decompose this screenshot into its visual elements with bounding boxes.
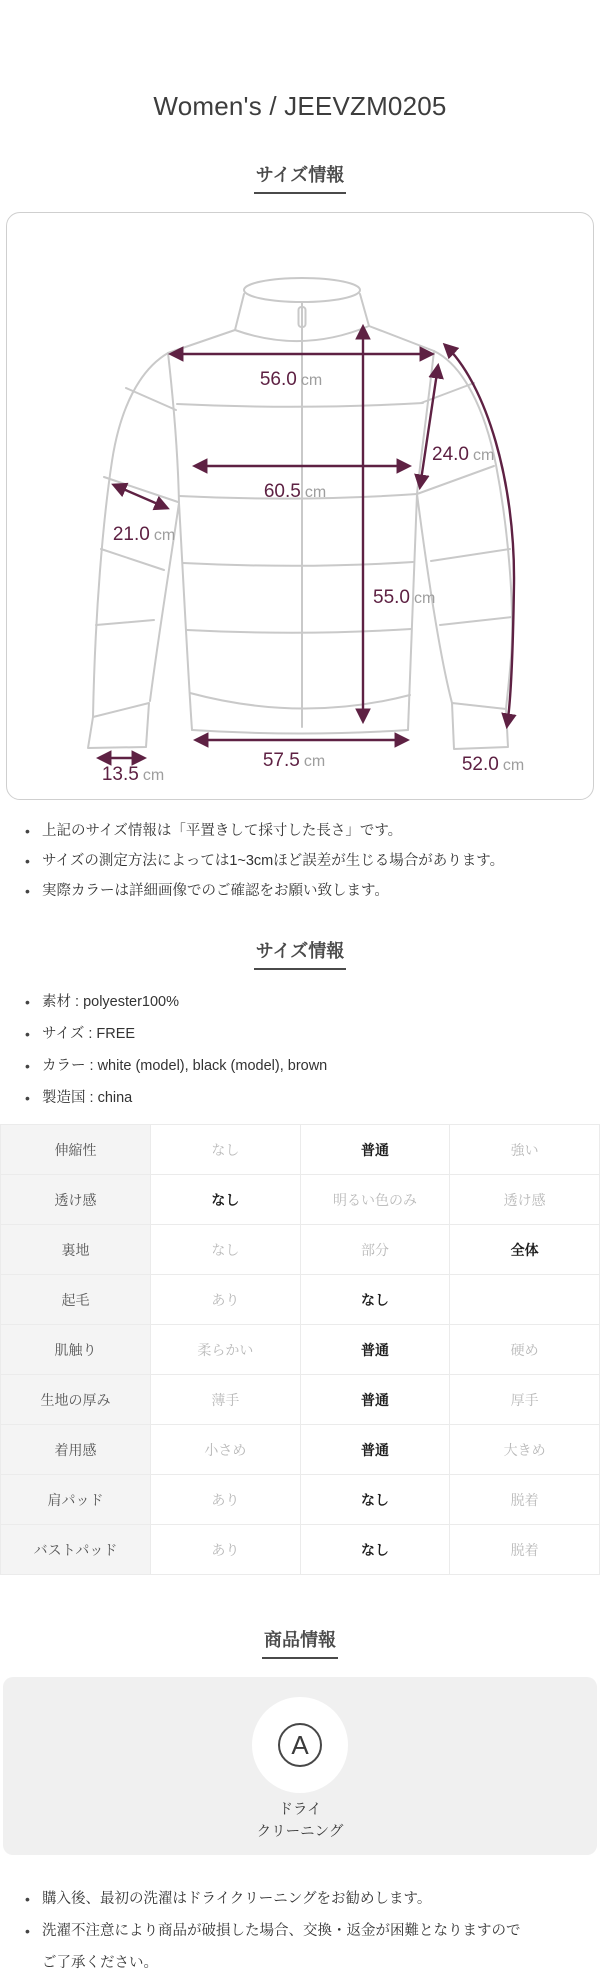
fit-table-option: 柔らかい [151, 1325, 301, 1375]
sleeve-length-arrow [445, 345, 514, 726]
fit-table-row-label: バストパッド [1, 1525, 151, 1575]
fit-table-option: あり [151, 1275, 301, 1325]
care-label [3, 1799, 597, 1843]
note-item: • 洗濯不注意により商品が破損した場合、交換・返金が困難となりますのでご了承ください。 [42, 1915, 530, 1979]
shoulder-measurement: 56.0 cm [259, 369, 323, 390]
fit-table-row [1, 1125, 600, 1175]
product-specs-list [0, 986, 600, 1114]
fit-table-option: 小さめ [151, 1425, 301, 1475]
fit-table-option: なし [151, 1225, 301, 1275]
section-header-label: サイズ情報 [254, 942, 347, 970]
fit-table-option: 透け感 [450, 1175, 600, 1225]
fit-table-option: 普通 [300, 1425, 450, 1475]
fit-table-option: 強い [450, 1125, 600, 1175]
fit-table-option: あり [151, 1525, 301, 1575]
fit-table-option [450, 1275, 600, 1325]
chest-measurement: 60.5 cm [263, 481, 327, 502]
care-label-line1: ドライ [278, 1802, 322, 1818]
note-item: • 上記のサイズ情報は「平置きして採寸した長さ」です。 [42, 816, 572, 846]
fit-table-row [1, 1525, 600, 1575]
dry-cleaning-symbol [278, 1723, 322, 1767]
fit-table-option: なし [300, 1475, 450, 1525]
fit-table-row-label: 着用感 [1, 1425, 151, 1475]
section-header-size-diagram [0, 166, 600, 194]
fit-table-option: なし [300, 1525, 450, 1575]
cuff-measurement: 13.5 cm [101, 764, 165, 785]
fit-table-option: 硬め [450, 1325, 600, 1375]
section-header-product-info [0, 1631, 600, 1659]
fit-table-row-label: 起毛 [1, 1275, 151, 1325]
fit-table-row-label: 透け感 [1, 1175, 151, 1225]
fit-table-row-label: 裏地 [1, 1225, 151, 1275]
care-label-line2: クリーニング [256, 1824, 344, 1840]
fit-table-row [1, 1175, 600, 1225]
fit-table-row [1, 1275, 600, 1325]
page-title: Women's / JEEVZM0205 [153, 91, 447, 121]
fit-table-option: 大きめ [450, 1425, 600, 1475]
care-notes-list [0, 1883, 600, 1979]
fit-table-row [1, 1425, 600, 1475]
sleeve-width-measurement: 21.0 cm [112, 524, 176, 545]
size-diagram-panel [6, 212, 594, 800]
fit-table-row [1, 1375, 600, 1425]
fit-table-option: 全体 [450, 1225, 600, 1275]
fit-table-option: なし [300, 1275, 450, 1325]
section-header-label: 商品情報 [262, 1631, 338, 1659]
length-measurement: 55.0 cm [373, 587, 436, 608]
armhole-arrow [420, 366, 438, 487]
fit-table-option: なし [151, 1125, 301, 1175]
section-header-label: サイズ情報 [254, 166, 347, 194]
fit-table-option: 普通 [300, 1125, 450, 1175]
note-item: • 購入後、最初の洗濯はドライクリーニングをお勧めします。 [42, 1883, 530, 1915]
note-item: • 素材 : polyester100% [42, 986, 572, 1018]
fit-table-row-label: 肌触り [1, 1325, 151, 1375]
fit-table-option: 脱着 [450, 1525, 600, 1575]
fit-table-option: 普通 [300, 1375, 450, 1425]
jacket-measurement-diagram [7, 213, 593, 799]
hem-measurement: 57.5 cm [262, 750, 326, 771]
section-header-size-info [0, 942, 600, 970]
note-item: • 実際カラーは詳細画像でのご確認をお願い致します。 [42, 876, 572, 906]
fit-table-option: 厚手 [450, 1375, 600, 1425]
note-item: • サイズの測定方法によっては1~3cmほど誤差が生じる場合があります。 [42, 846, 572, 876]
size-notes-list [0, 816, 600, 906]
fit-table-row-label: 伸縮性 [1, 1125, 151, 1175]
fit-table-row [1, 1475, 600, 1525]
armhole-measurement: 24.0 cm [432, 444, 495, 465]
note-item: • サイズ : FREE [42, 1018, 572, 1050]
sleeve-length-measurement: 52.0 cm [461, 754, 525, 775]
fit-table-option: 部分 [300, 1225, 450, 1275]
fit-table-option: あり [151, 1475, 301, 1525]
note-item: • 製造国 : china [42, 1082, 572, 1114]
care-symbol-letter: A [291, 1730, 309, 1760]
dry-cleaning-icon [252, 1697, 348, 1793]
fit-table-row-label: 生地の厚み [1, 1375, 151, 1425]
fit-table-row-label: 肩パッド [1, 1475, 151, 1525]
fit-table-option: 普通 [300, 1325, 450, 1375]
fit-table [0, 1124, 600, 1575]
fit-table-option: 脱着 [450, 1475, 600, 1525]
care-panel [3, 1677, 597, 1855]
note-item: • カラー : white (model), black (model), brown [42, 1050, 572, 1082]
fit-table-option: 明るい色のみ [300, 1175, 450, 1225]
fit-table-row [1, 1225, 600, 1275]
fit-table-option: なし [151, 1175, 301, 1225]
fit-table-row [1, 1325, 600, 1375]
fit-table-option: 薄手 [151, 1375, 301, 1425]
measurement-labels [102, 369, 524, 785]
